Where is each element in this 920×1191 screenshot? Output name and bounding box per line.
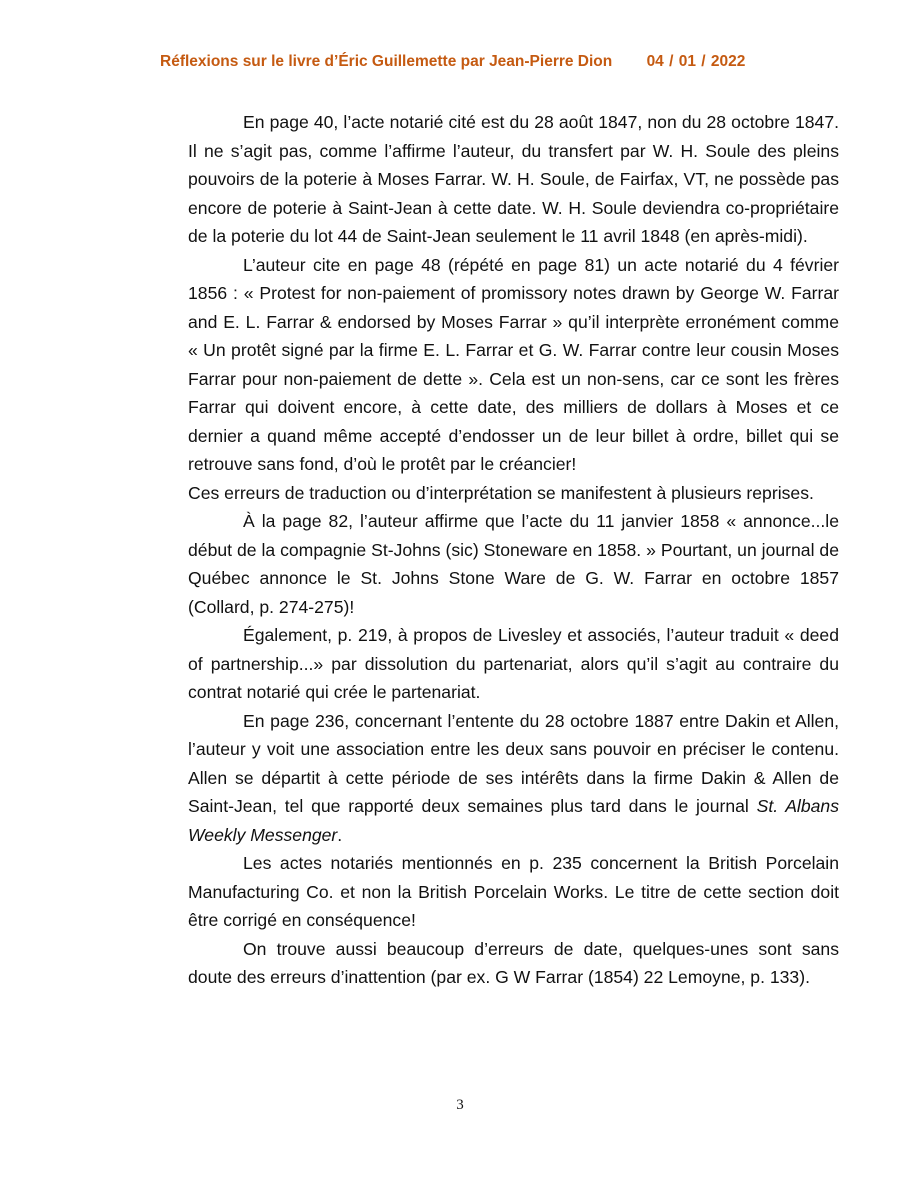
paragraph: On trouve aussi beaucoup d’erreurs de date, quelques-unes sont sans doute des erreurs d’inattention (par ex. G W Farrar (1854) 22 Lemoyne, p. 133).	[188, 938, 839, 987]
paragraph: À la page 82, l’auteur affirme que l’acte du 11 janvier 1858 « annonce...le début de la compagnie St-Johns (sic) Stoneware en 1858. » Pourtant, un journal de Québec annonce le St. Johns Stone Ware de G. W. Farrar en octobre 1857 (Collard, p. 274-275)!	[188, 511, 839, 617]
header-date: 04 / 01 / 2022	[646, 53, 746, 70]
page-header	[160, 53, 800, 71]
paragraph: En page 40, l’acte notarié cité est du 28 août 1847, non du 28 octobre 1847. Il ne s’agit pas, comme l’affirme l’auteur, du transfert par W. H. Soule des pleins pouvoirs de la poterie à Moses Farrar. W. H. Soule, de Fairfax, VT, ne possède pas encore de poterie à Saint-Jean à cette date. W. H. Soule deviendra co-propriétaire de la poterie du lot 44 de Saint-Jean seulement le 11 avril 1848 (en après-midi).	[188, 112, 839, 246]
paragraph: Également, p. 219, à propos de Livesley et associés, l’auteur traduit « deed of partnership...» par dissolution du partenariat, alors qu’il s’agit au contraire du contrat notarié qui crée le partenariat.	[188, 625, 839, 702]
paragraph-text: En page 236, concernant l’entente du 28 octobre 1887 entre Dakin et Allen, l’auteur y voit une association entre les deux sans pouvoir en préciser le contenu. Allen se départit à cette période de ses intérêts dans la firme Dakin & Allen de Saint-Jean, tel que rapporté deux semaines plus tard dans le journal	[188, 710, 839, 816]
paragraph: Les actes notariés mentionnés en p. 235 concernent la British Porcelain Manufacturing Co. et non la British Porcelain Works. Le titre de cette section doit être corrigé en conséquence!	[188, 853, 839, 930]
page-number: 3	[456, 1097, 464, 1113]
paragraph	[188, 707, 839, 850]
newspaper-title: St. Albans Weekly Messenger	[188, 796, 839, 845]
paragraph-text-end: .	[337, 824, 343, 845]
paragraph: Ces erreurs de traduction ou d’interprétation se manifestent à plusieurs reprises.	[188, 482, 814, 503]
paragraph: L’auteur cite en page 48 (répété en page 81) un acte notarié du 4 février 1856 : « Protest for non-paiement of promissory notes drawn by George W. Farrar and E. L. Farrar & endorsed by Moses Farrar » qu’il interprète erronément comme « Un protêt signé par la firme E. L. Farrar et G. W. Farrar contre leur cousin Moses Farrar pour non-paiement de dette ». Cela est un non-sens, car ce sont les frères Farrar qui doivent encore, à cette date, des milliers de dollars à Moses et ce dernier a quand même accepté d’endosser un de leur billet à ordre, billet qui se retrouve sans fond, d’où le protêt par le créancier!	[188, 254, 839, 474]
document-body	[188, 108, 839, 992]
header-title: Réflexions sur le livre d’Éric Guillemette par Jean-Pierre Dion	[160, 53, 613, 70]
